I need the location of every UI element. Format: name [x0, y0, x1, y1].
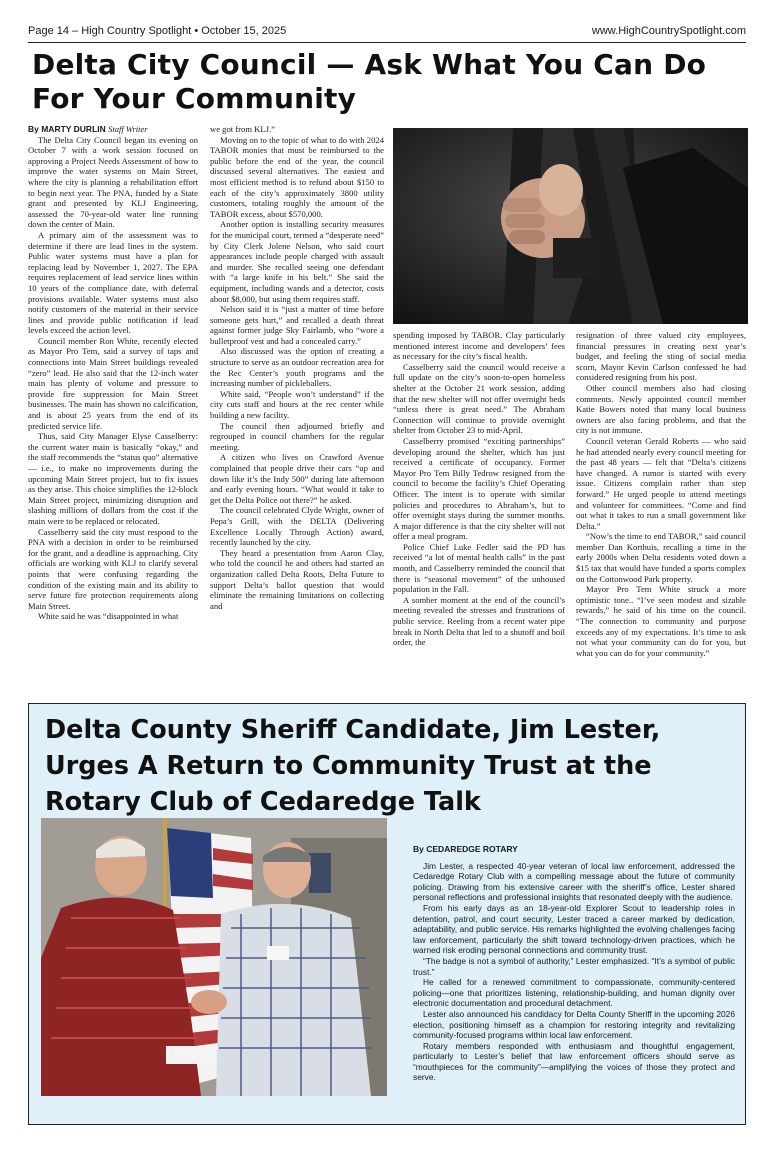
handshake-photo — [41, 818, 387, 1096]
paragraph: Another option is installing security measures for the municipal court, termed a “desperate need” by City Clerk Jolene Nelson, who said court appearances include people charged with assault and murder. She recalled seeing one defendant with “a large knife in his belt.” She said the equipment, including wands and a detector, costs about $8,000, but using them requires staff. — [210, 219, 384, 304]
paragraph: They heard a presentation from Aaron Clay, who told the council he and others had started an organization called Delta Roots, Delta Future to support Delta’s ballot question that would eliminate the remaining limitations on collecting and — [210, 547, 384, 611]
sheriff-candidate-sidebar — [28, 703, 746, 1125]
paragraph: White said, “People won’t understand” if the city cuts staff and hours at the rec center while building a new facility. — [210, 388, 384, 421]
paragraph: The council celebrated Clyde Wright, owner of Pepa’s Grill, with the DELTA (Delivering Excellence Locally Through Action) award, recently launched by the city. — [210, 505, 384, 548]
paragraph: resignation of three valued city employees, financial pressures in creating next year’s budget, and feeling the sting of social media scorn, Mayor Kevin Carlson confessed he had considered resigning from his post. — [576, 330, 746, 383]
paragraph: Moving on to the topic of what to do with 2024 TABOR monies that must be reimbursed to the public before the end of the year, the council discussed several alternatives. The easiest and most efficient method is to refund about $150 to each of the city’s approximately 3800 utility customers, totaling roughly the amount of the TABOR excess, about $570,000. — [210, 134, 384, 219]
paragraph: A citizen who lives on Crawford Avenue complained that people drive their cars “up and down like it’s the Indy 500” during late afternoon and early evening hours. “What would it take to get the Delta Police out there?” he asked. — [210, 452, 384, 505]
paragraph: The Delta City Council began its evening on October 7 with a work session focused on approving a Project Needs Assessment of how to improve the water systems on Main Street, where the city is planning a rehabilitation effort to begin next year. The PNA, funded by a State grant and presented by KLJ Engineering, assessed the 70-year-old water line running down the center of Main. — [28, 134, 198, 230]
page-header — [28, 22, 746, 43]
article-column-3 — [393, 330, 565, 648]
article-column-4 — [576, 330, 746, 658]
paragraph: Casselberry said the council would receive a full update on the city’s soon-to-open homeless shelter at the October 21 work session, adding that the new shelter will not offer overnight beds “unless there is great need.” The Abraham Connection will continue to provide overnight shelter from October 23 to mid-April. — [393, 361, 565, 436]
page-folio: Page 14 – High Country Spotlight • October 15, 2025 — [28, 25, 287, 37]
paragraph: A somber moment at the end of the council’s meeting revealed the stresses and frustrations of public service. Reeling from a recent water pipe break in North Delta that led to a shutoff and boil order, the — [393, 594, 565, 648]
paragraph: Jim Lester, a respected 40-year veteran of local law enforcement, addressed the Cedaredge Rotary Club with a compelling message about the future of community policing. Drawing from his extensive career with the sheriff’s office, Lester shared personal reflections and professional insights that resonated deeply with the audience. — [413, 860, 735, 903]
website-url: www.HighCountrySpotlight.com — [591, 25, 746, 37]
paragraph: Casselberry said the city must respond to the PNA with a decision in order to be reimbursed for the grant, and a deadline is approaching. City officials are working with KLJ to clarify several points that were confusing regarding the condition of the existing main and its ability to serve future fire protection requirements along Main Street. — [28, 526, 198, 611]
article-byline — [28, 124, 198, 135]
paragraph: Casselberry promised “exciting partnerships” developing around the shelter, which has just received a certificate of occupancy. Former Mayor Pro Tem Billy Tedrow resigned from the council to become the facility’s Chief Operating Officer. The intent is to operate with similar policies and procedures to Abraham’s, but to offer overnight stays during the summer months. A major difference is that the city shelter will not offer a meal program. — [393, 435, 565, 542]
paragraph: White said he was “disappointed in what — [38, 611, 179, 622]
sidebar-story — [413, 844, 735, 1083]
paragraph: A primary aim of the assessment was to determine if there are lead lines in the system. Public water systems must have a plan for replacing lead by November 1, 2027. The EPA requires replacement of lead service lines within 10 years of the compliance date, with deferral provisions available. Water systems must also notify customers of the material in their service lines and provide public notification if lead levels exceed the action level. — [28, 229, 198, 336]
article-headline: Delta City Council — Ask What You Can Do For Your Community — [32, 48, 707, 115]
paragraph: Nelson said it is “just a matter of time before someone gets hurt,” and recalled a death threat against former judge Sky Fairlamb, who “wore a bulletproof vest and had a concealed carry.” — [210, 304, 384, 346]
handshake-illustration — [41, 818, 387, 1096]
sidebar-byline: By CEDAREDGE ROTARY — [413, 844, 518, 854]
paragraph: Thus, said City Manager Elyse Casselberry: the current water main is basically “okay,” and the staff recommends the “status quo” alternative — i.e., to make no improvements during the upcoming Main Street project, but to fix issues as they arise. This choice simplifies the 12-block Main Street project, minimizing disruption and slashing millions of dollars from the cost if the main were to be replaced or relocated. — [28, 431, 198, 526]
paragraph: “Now’s the time to end TABOR,” said council member Dan Korthuis, recalling a time in the early 2000s when Delta residents voted down a $15 tax that would have funded a sports complex on the Cottonwood Park property. — [576, 531, 746, 584]
article-column-2 — [210, 124, 384, 611]
paragraph: Mayor Pro Tem White struck a more optimistic tone.. “I’ve seen modest and sizable rewards,” he said of his time on the council. “The connection to community and purpose exceeds any of my expectations. It’s time to ask not what your community can do for you, but what you can do for your community.” — [576, 584, 746, 658]
paragraph: Police Chief Luke Fedler said the PD has received “a lot of mental health calls” in the past month, and Casselberry reminded the council that there is “seasonal movement” of the unhoused population in the Fall. — [393, 541, 565, 595]
paragraph: Lester also announced his candidacy for Delta County Sheriff in the upcoming 2026 election, positioning himself as a champion for restoring integrity and revitalizing community-focused programs within local law enforcement. — [413, 1008, 735, 1041]
paragraph: Rotary members responded with enthusiasm and thoughtful engagement, particularly to Lester’s belief that law enforcement officers should serve as “mouthpieces for the community”—amplifying the voices of those they protect and serve. — [413, 1040, 735, 1083]
paragraph: “The badge is not a symbol of authority,” Lester emphasized. “It’s a symbol of public trust.” — [413, 955, 735, 977]
byline-name: By MARTY DURLIN — [28, 124, 106, 134]
sidebar-headline: Delta County Sheriff Candidate, Jim Lester, Urges A Return to Community Trust at the Rotary Club of Cedaredge Talk — [45, 715, 661, 817]
paragraph: spending imposed by TABOR. Clay particularly mentioned interest income and developers’ fees as necessary for the city’s fiscal health. — [393, 330, 565, 362]
paragraph: Other council members also had closing comments. Newly appointed council member Katie Bowers noted that many local business owners are also facing problems, and that the city is not immune. — [576, 382, 746, 436]
byline-role: Staff Writer — [108, 124, 148, 134]
paragraph: Council member Ron White, recently elected as Mayor Pro Tem, said a survey of taps and connections into Main Street buildings revealed “zero” lead. He also said that the 12-inch water main has plenty of volume and pressure to provide fire suppression for Main Street businesses. The main has shown no calcification, and is about 25 years from the end of its predicted service life. — [28, 335, 198, 431]
pointing-finger-illustration — [393, 128, 748, 324]
paragraph: He called for a renewed commitment to compassionate, community-centered policing—one that prioritizes listening, relationship-building, and human dignity over electronic documentation and procedural detachment. — [413, 977, 735, 1009]
paragraph: The council then adjourned briefly and regrouped in council chambers for the regular meeting. — [210, 420, 384, 452]
paragraph: we got from KLJ.” — [210, 124, 275, 134]
paragraph: Also discussed was the option of creating a structure to serve as an outdoor recreation area for the Rec Center’s youth programs and the increasing number of pickleballers. — [210, 346, 384, 389]
paragraph: From his early days as an 18-year-old Explorer Scout to leadership roles in detention, patrol, and court security, Lester traced a career marked by dedication, adaptability, and public service. His remarks highlighted the evolving challenges facing law enforcement, particularly the shift toward technology-driven practices, which he warned risk eroding personal connections and community trust. — [413, 902, 735, 956]
article-column-1 — [28, 124, 198, 622]
paragraph: Council veteran Gerald Roberts — who said he had attended nearly every council meeting for the past 48 years — felt that “Delta’s citizens have changed. A rumor is started with every issue. Citizens complain rather than step forward.” He urged people to attend meetings and volunteer for committees. “Come and find out what it takes to run a small government like Delta.” — [576, 435, 746, 531]
pointing-finger-photo — [393, 128, 748, 324]
